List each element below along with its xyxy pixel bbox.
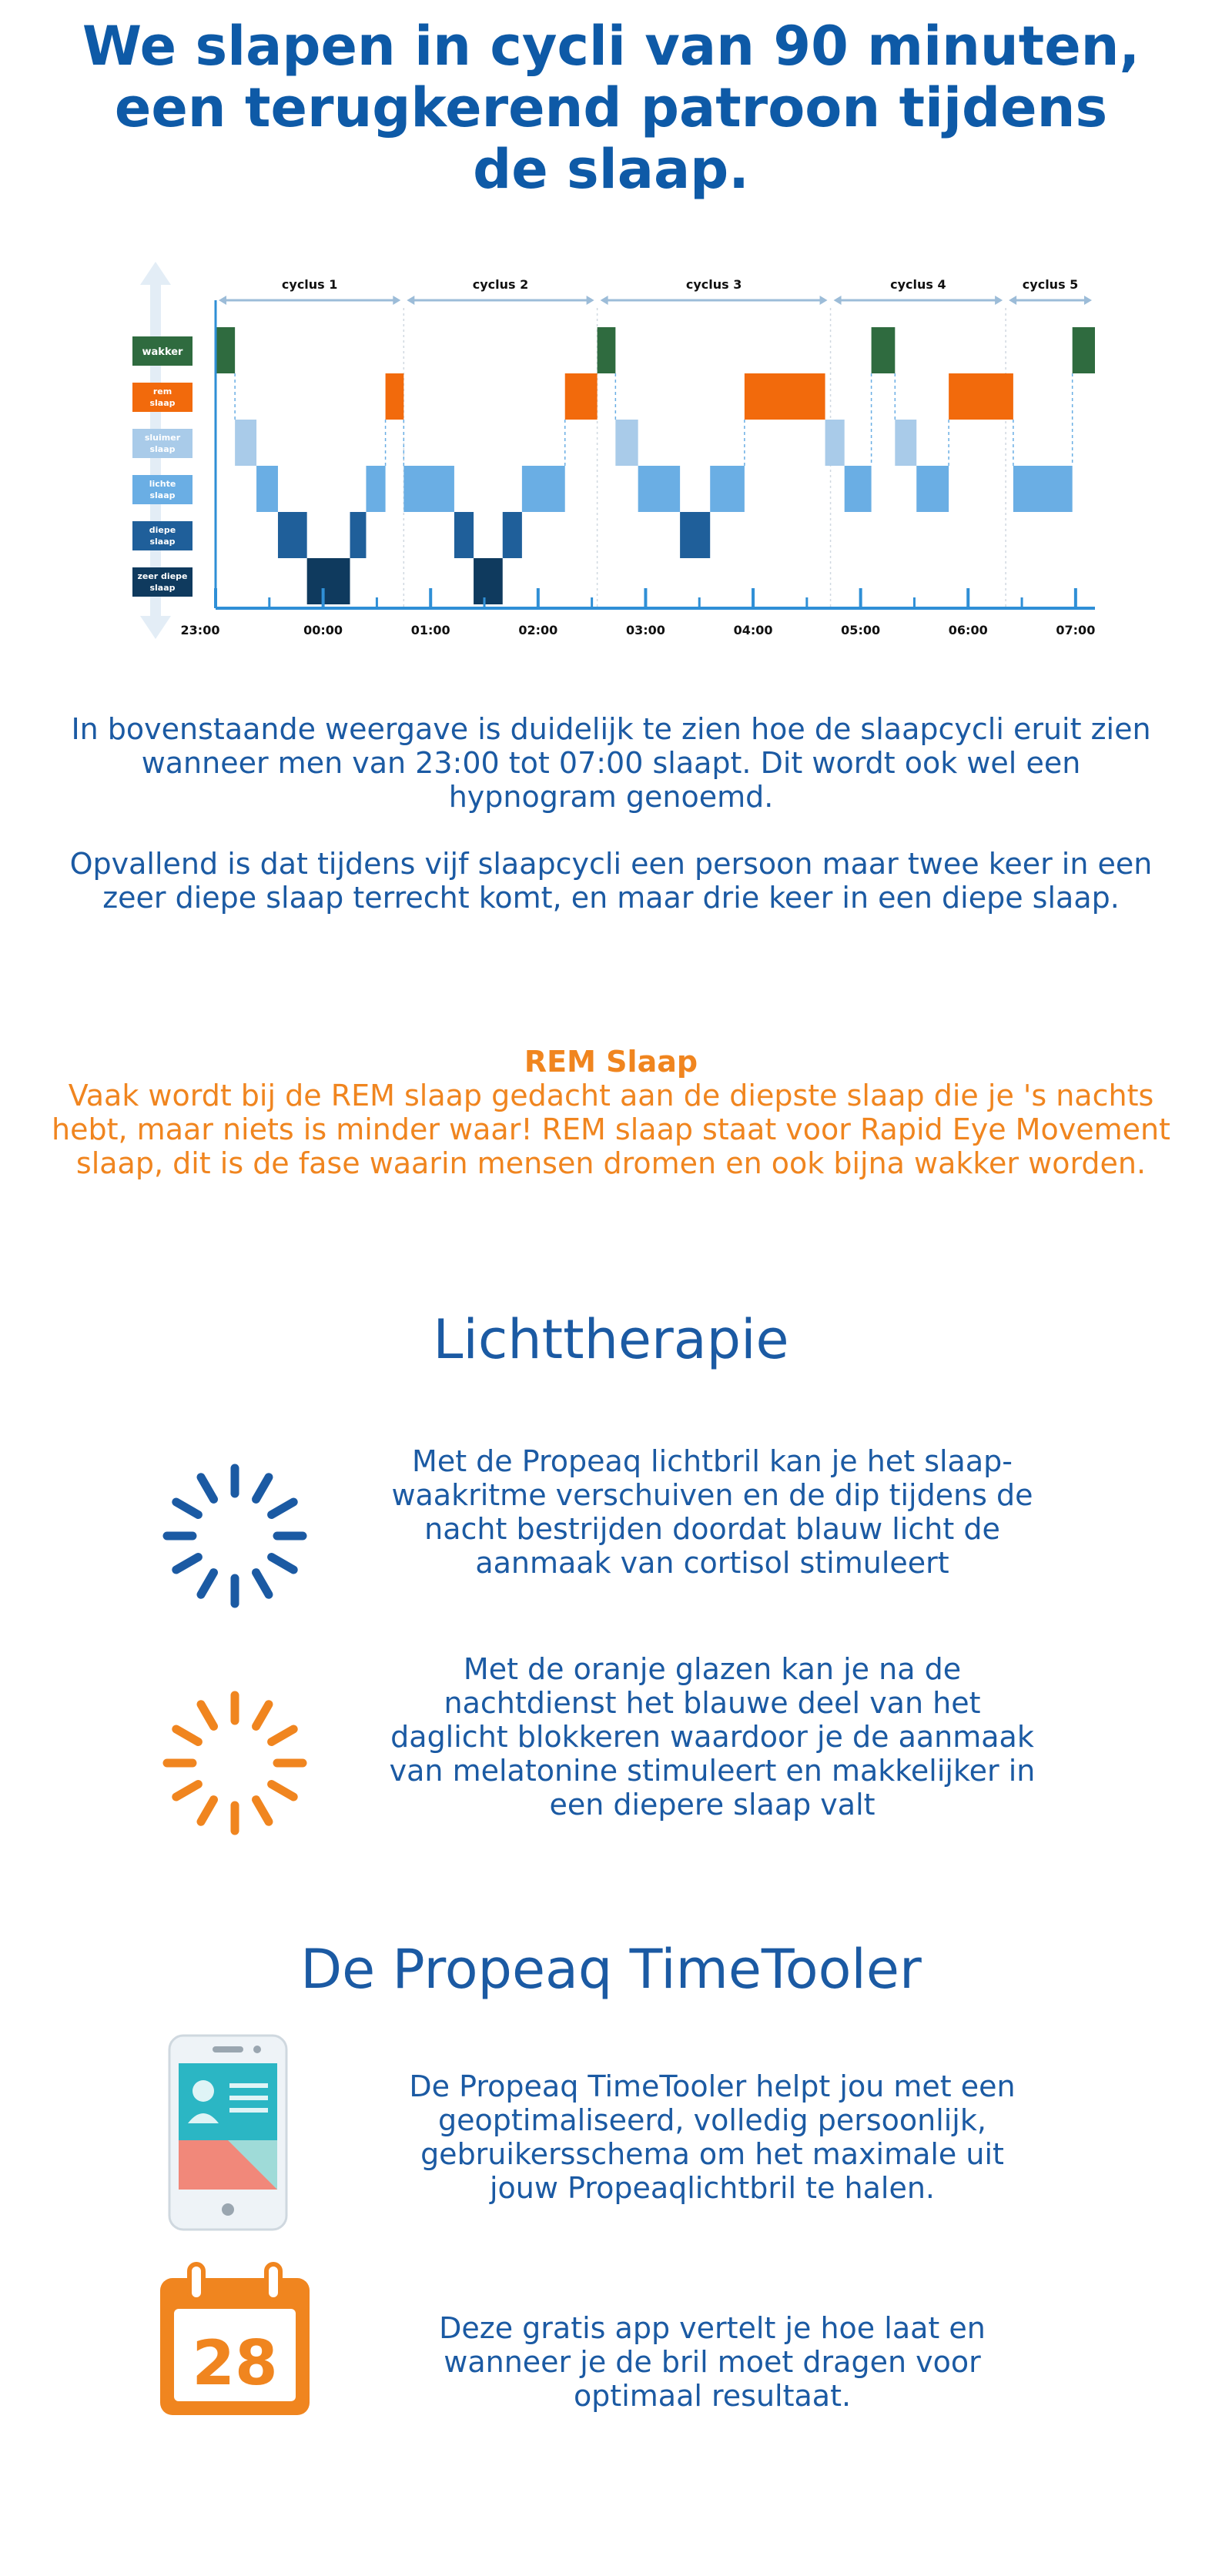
sunburst-blue-icon <box>158 1459 312 1613</box>
cycle-label: cyclus 1 <box>281 277 338 292</box>
x-tick-label: 04:00 <box>733 623 773 637</box>
cycle-bracket <box>601 277 828 305</box>
stage-label-text: zeer diepe <box>137 571 188 581</box>
segment-sluimer <box>235 420 256 466</box>
segment-lichte <box>522 466 565 512</box>
x-tick-label: 02:00 <box>518 623 558 637</box>
stage-label-diepe <box>132 521 193 550</box>
sun-ray <box>201 1800 214 1822</box>
segment-diepe <box>680 512 710 558</box>
segment-zeer <box>307 558 350 604</box>
x-tick-label: 06:00 <box>948 623 988 637</box>
cycle-bracket <box>834 277 1003 305</box>
sun-ray <box>272 1785 294 1798</box>
stage-label-text: rem <box>152 386 172 396</box>
sunburst-orange-icon <box>158 1686 312 1840</box>
segment-lichte <box>366 466 385 512</box>
sun-ray <box>201 1573 214 1595</box>
sun-ray <box>176 1502 199 1515</box>
sun-ray <box>256 1477 270 1500</box>
stage-label-text: slaap <box>149 490 176 500</box>
cycle-label: cyclus 4 <box>890 277 946 292</box>
sun-ray <box>256 1800 270 1822</box>
segment-lichte <box>710 466 745 512</box>
segment-lichte <box>638 466 680 512</box>
rem-text: Vaak wordt bij de REM slaap gedacht aan de diepste slaap die je 's nachts hebt, maar niets is minder waar! REM slaap staat voor Rapid Eye Movement slaap, dit is de fase waarin mensen dromen en ook bijna wakker worden. <box>52 1079 1170 1180</box>
sun-ray <box>272 1729 294 1742</box>
stage-label-text: wakker <box>142 346 183 358</box>
segment-sluimer <box>895 420 916 466</box>
cycle-label: cyclus 5 <box>1022 277 1079 292</box>
stage-label-text: diepe <box>149 525 176 535</box>
segment-wakker <box>872 327 896 373</box>
page-title: We slapen in cycli van 90 minuten, een terugkerend patroon tijdens de slaap. <box>82 15 1140 201</box>
x-tick-label: 03:00 <box>625 623 665 637</box>
x-tick-label: 05:00 <box>841 623 881 637</box>
sun-ray <box>201 1705 214 1727</box>
segment-diepe <box>503 512 522 558</box>
segment-diepe <box>350 512 367 558</box>
hypnogram-chart <box>123 262 1124 647</box>
stage-label-wakker <box>132 336 193 366</box>
cycle-bracket <box>1009 277 1092 305</box>
smartphone-icon <box>166 2032 290 2233</box>
x-tick-label: 23:00 <box>180 623 220 637</box>
lichttherapie-item-2: Met de oranje glazen kan je na de nachtdienst het blauwe deel van het daglicht blokkeren waardoor je de aanmaak van melatonine stimuleert en makkelijker in een diepere slaap valt <box>389 1652 1036 1822</box>
stage-label-lichte <box>132 475 193 504</box>
segment-rem <box>386 373 404 420</box>
segment-lichte <box>256 466 278 512</box>
segment-wakker <box>598 327 616 373</box>
segment-diepe <box>454 512 474 558</box>
segment-rem <box>745 373 825 420</box>
calendar-icon <box>154 2260 316 2421</box>
sun-ray <box>272 1502 294 1515</box>
segment-sluimer <box>615 420 638 466</box>
cycle-label: cyclus 2 <box>472 277 529 292</box>
segment-zeer <box>474 558 503 604</box>
stage-label-rem <box>132 383 193 412</box>
cycle-bracket <box>407 277 594 305</box>
segment-lichte <box>916 466 949 512</box>
lichttherapie-item-1: Met de Propeaq lichtbril kan je het slaap- waakritme verschuiven en de dip tijdens de nacht bestrijden doordat blauw licht de aanmaak van cortisol stimuleert <box>391 1444 1033 1580</box>
intro-paragraph-1: In bovenstaande weergave is duidelijk te zien hoe de slaapcycli eruit zien wanneer men van 23:00 tot 07:00 slaapt. Dit wordt ook wel een hypnogram genoemd. <box>71 712 1151 814</box>
timetooler-paragraph-2: Deze gratis app vertelt je hoe laat en wanneer je de bril moet dragen voor optimaal resultaat. <box>439 2311 986 2413</box>
stage-label-text: slaap <box>149 583 176 593</box>
stage-label-text: sluimer <box>144 433 181 443</box>
segment-lichte <box>1013 466 1073 512</box>
cycle-label: cyclus 3 <box>685 277 742 292</box>
sun-ray <box>201 1477 214 1500</box>
rem-heading: REM Slaap <box>524 1045 698 1079</box>
x-tick-label: 00:00 <box>303 623 343 637</box>
sun-ray <box>176 1729 199 1742</box>
segment-rem <box>949 373 1013 420</box>
cycle-bracket <box>219 277 400 305</box>
segment-lichte <box>403 466 454 512</box>
sun-ray <box>176 1557 199 1571</box>
stage-label-sluimer <box>132 429 193 458</box>
timetooler-paragraph-1: De Propeaq TimeTooler helpt jou met een geoptimaliseerd, volledig persoonlijk, gebruikersschema om het maximale uit jouw Propeaqlichtbril te halen. <box>409 2069 1016 2205</box>
x-tick-label: 01:00 <box>410 623 450 637</box>
sun-ray <box>256 1705 270 1727</box>
intro-paragraph-2: Opvallend is dat tijdens vijf slaapcycli een persoon maar twee keer in een zeer diepe slaap terrecht komt, en maar drie keer in een diepe slaap. <box>69 847 1153 915</box>
stage-label-text: slaap <box>149 444 176 454</box>
lichttherapie-title: Lichttherapie <box>433 1308 789 1371</box>
sun-ray <box>176 1785 199 1798</box>
segment-sluimer <box>825 420 845 466</box>
segment-wakker <box>1073 327 1095 373</box>
stage-label-zeer <box>132 567 193 597</box>
stage-label-text: lichte <box>149 479 176 489</box>
calendar-day: 28 <box>192 2327 278 2399</box>
segment-lichte <box>845 466 872 512</box>
segment-wakker <box>216 327 235 373</box>
stage-label-text: slaap <box>149 398 176 408</box>
x-tick-label: 07:00 <box>1056 623 1096 637</box>
timetooler-title: De Propeaq TimeTooler <box>300 1938 922 2001</box>
segment-diepe <box>278 512 307 558</box>
stage-label-text: slaap <box>149 537 176 547</box>
segment-rem <box>565 373 598 420</box>
sun-ray <box>256 1573 270 1595</box>
sun-ray <box>272 1557 294 1571</box>
